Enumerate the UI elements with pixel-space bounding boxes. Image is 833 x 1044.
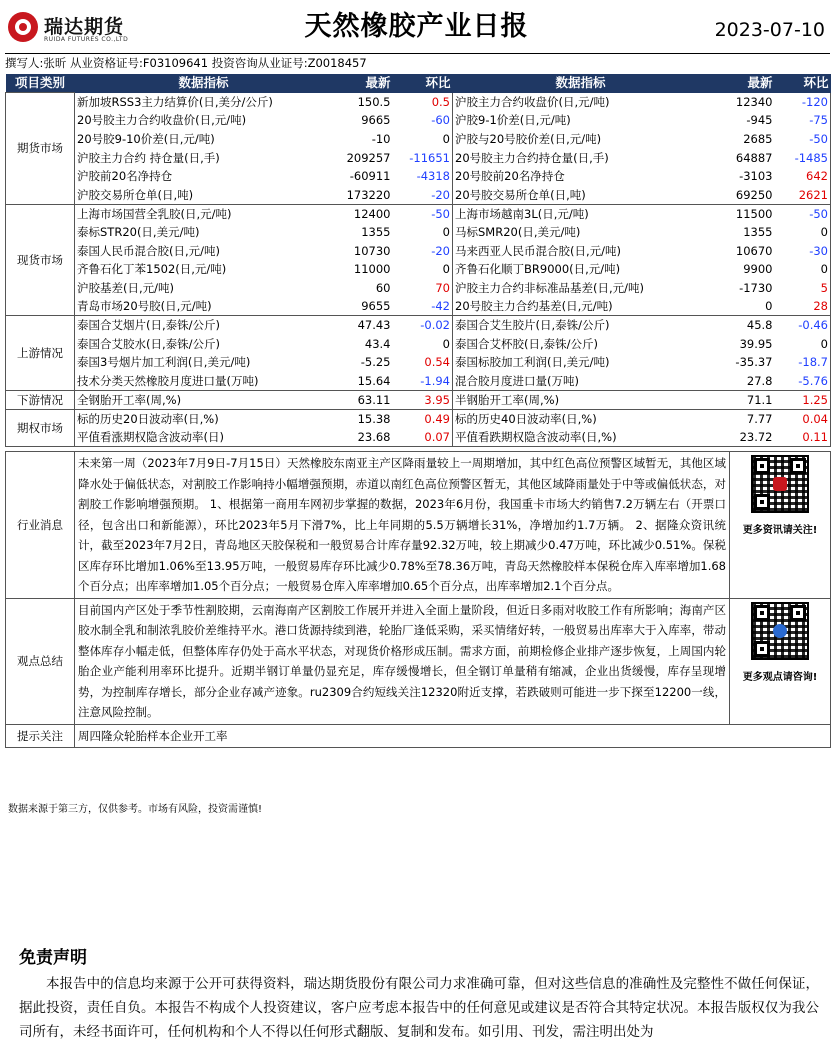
change-value-right: 0 <box>775 334 831 353</box>
qr-block <box>730 598 831 724</box>
latest-value-right: 64887 <box>735 150 773 165</box>
table-row <box>6 353 831 372</box>
latest-value-right: 39.95 <box>739 336 773 351</box>
change-value-right: -50 <box>775 130 831 149</box>
change-value-left: -50 <box>431 206 450 221</box>
change-value-right: 5 <box>775 279 831 298</box>
latest-value-left: 43.4 <box>364 336 391 351</box>
category-cell: 现货市场 <box>6 204 75 316</box>
category-cell: 下游情况 <box>6 390 75 409</box>
indicator-name-right: 平值看跌期权隐含波动率(日,%) <box>453 428 709 447</box>
table-row <box>6 390 831 409</box>
table-row <box>6 167 831 186</box>
industry-news-text: 未来第一周（2023年7月9日-7月15日）天然橡胶东南亚主产区降雨量较上一周期增加，其中红色高位预警区域暂无，其他区域降水处于偏低状态，对割胶工作影响持小幅增强预期，赤道以南红色高位预警区暂无，其他区域降雨量处于中等或偏低状态，对割胶工作影响增强预期。 1、根据第一商用车网初步掌握的数据，2023年6月份，我国重卡市场大约销售7.2万辆左右（开票口径，包含出口和新能源），环比2023年5月下滑7%，比上年同期的5.5万辆增长31%，净增加约1.7万辆。 2、据隆众资讯统计，截至2023年7月2日，青岛地区天胶保税和一般贸易合计库存量92.32万吨，较上期减少0.47万吨，环比减少0.51%。保税区库存环比增加1.06%至13.95万吨，一般贸易库存环比减少0.78%至78.36万吨，青岛天然橡胶样本保税仓库入库率增加1.68个百分点；出库率增加1.05个百分点；一般贸易仓库入库率增加0.65个百分点，出库率增加2.1个百分点。 <box>75 452 730 599</box>
logo-english-name: RUIDA FUTURES CO.,LTD <box>44 36 129 43</box>
latest-value-right: 71.1 <box>709 390 775 409</box>
change-value-left: 0 <box>442 262 450 277</box>
table-row <box>6 334 831 353</box>
indicator-name-left: 新加坡RSS3主力结算价(日,美分/公斤) <box>75 93 333 112</box>
change-value-right: -120 <box>775 93 831 112</box>
latest-value-left: 9655 <box>333 297 393 316</box>
change-value-right: 28 <box>775 297 831 316</box>
indicator-name-left: 上海市场国营全乳胶(日,元/吨) <box>75 204 333 223</box>
indicator-name-left: 沪胶基差(日,元/吨) <box>75 279 333 298</box>
indicator-name-right: 泰国合艾生胶片(日,泰铢/公斤) <box>453 316 709 335</box>
change-value-right: 0 <box>775 260 831 279</box>
latest-value-right: 12340 <box>735 94 773 109</box>
indicator-name-left: 青岛市场20号胶(日,元/吨) <box>75 297 333 316</box>
change-value-left: -20 <box>393 186 453 205</box>
table-row <box>6 130 831 149</box>
category-cell: 期货市场 <box>6 93 75 205</box>
table-row <box>6 297 831 316</box>
indicator-name-right: 20号胶前20名净持仓 <box>453 167 709 186</box>
indicator-name-left: 泰国合艾胶水(日,泰铢/公斤) <box>75 334 333 353</box>
indicator-name-left: 泰国3号烟片加工利润(日,美元/吨) <box>75 353 333 372</box>
indicator-name-right: 沪胶主力合约非标准品基差(日,元/吨) <box>453 279 709 298</box>
table-row <box>6 260 831 279</box>
latest-value-left: 15.38 <box>357 411 391 426</box>
table-row <box>6 223 831 242</box>
qr-code-icon <box>751 455 809 513</box>
latest-value-left: -60911 <box>349 169 391 184</box>
qr-block <box>730 452 831 599</box>
note-row-summary <box>6 598 831 724</box>
indicator-name-left: 标的历史20日波动率(日,%) <box>75 409 333 428</box>
indicator-name-left: 全钢胎开工率(周,%) <box>75 390 333 409</box>
header-change-right: 环比 <box>775 74 831 93</box>
table-row <box>6 186 831 205</box>
indicator-name-right: 马来西亚人民币混合胶(日,元/吨) <box>453 241 709 260</box>
latest-value-right: 69250 <box>709 186 775 205</box>
latest-value-right: -1730 <box>739 280 773 295</box>
latest-value-right: 45.8 <box>746 318 773 333</box>
report-date: 2023-07-10 <box>714 19 825 41</box>
change-value-left: -60 <box>431 113 450 128</box>
indicator-name-left: 泰国合艾烟片(日,泰铢/公斤) <box>75 316 333 335</box>
latest-value-right: 10670 <box>735 243 773 258</box>
indicator-name-right: 沪胶主力合约收盘价(日,元/吨) <box>453 93 709 112</box>
change-value-right: 0.11 <box>775 428 831 447</box>
change-value-left: 0.54 <box>424 355 450 370</box>
table-row <box>6 93 831 112</box>
latest-value-left: 12400 <box>353 206 391 221</box>
latest-value-right: 23.72 <box>709 428 775 447</box>
latest-value-left: 1355 <box>361 225 391 240</box>
header-category: 项目类别 <box>6 74 75 93</box>
indicator-name-right: 沪胶与20号胶价差(日,元/吨) <box>453 130 709 149</box>
qr-caption: 更多观点请咨询! <box>742 671 818 683</box>
change-value-left: 0.49 <box>424 411 450 426</box>
indicator-name-right: 混合胶月度进口量(万吨) <box>453 372 709 391</box>
notes-table <box>5 451 831 748</box>
latest-value-left: 10730 <box>353 243 391 258</box>
change-value-left: 0 <box>442 132 450 147</box>
latest-value-right: 27.8 <box>709 372 775 391</box>
change-value-left: 0.5 <box>431 94 450 109</box>
change-value-right: 0.04 <box>775 409 831 428</box>
latest-value-right: 7.77 <box>746 411 773 426</box>
change-value-right: -18.7 <box>775 353 831 372</box>
change-value-left: -1.94 <box>393 372 453 391</box>
indicator-name-right: 20号胶主力合约基差(日,元/吨) <box>453 297 709 316</box>
change-value-left: -20 <box>431 243 450 258</box>
latest-value-right: 1355 <box>743 225 773 240</box>
note-row-watch <box>6 724 831 748</box>
report-header <box>0 0 833 52</box>
latest-value-right: 11500 <box>735 206 773 221</box>
indicator-name-right: 上海市场越南3L(日,元/吨) <box>453 204 709 223</box>
indicator-name-left: 沪胶交易所仓单(日,吨) <box>75 186 333 205</box>
latest-value-left: 60 <box>375 280 391 295</box>
latest-value-left: -10 <box>371 132 391 147</box>
note-category: 观点总结 <box>6 598 75 724</box>
indicator-name-right: 沪胶9-1价差(日,元/吨) <box>453 111 709 130</box>
table-header-row <box>6 74 831 93</box>
indicator-name-left: 泰国人民币混合胶(日,元/吨) <box>75 241 333 260</box>
indicator-name-right: 半钢胎开工率(周,%) <box>453 390 709 409</box>
view-summary-text: 目前国内产区处于季节性割胶期，云南海南产区割胶工作展开并进入全面上量阶段，但近日多雨对收胶工作有所影响；海南产区胶水制全乳和制浓乳胶价差维持平水。港口货源持续到港，轮胎厂逢低采购，采买情绪好转，一般贸易出库率大于入库率，带动整体库存小幅走低，但整体库存仍处于高水平状态，对现货价格形成压制。需求方面，前期检修企业排产逐步恢复，上周国内轮胎企业产能利用率环比提升。近期半钢订单量仍显充足，库存缓慢增长，但全钢订单量稍有缩减，企业出货缓慢，库存呈现增势，为控制库存增长，部分企业存减产迹象。ru2309合约短线关注12320附近支撑，若跌破则可能进一步下探至12200一线，注意风险控制。 <box>75 598 730 724</box>
table-row <box>6 409 831 428</box>
latest-value-left: 11000 <box>353 262 391 277</box>
qr-code-icon <box>751 602 809 660</box>
latest-value-left: 47.43 <box>357 318 391 333</box>
change-value-right: 0 <box>775 223 831 242</box>
table-row <box>6 428 831 447</box>
change-value-left: -0.02 <box>420 318 450 333</box>
latest-value-left: 63.11 <box>333 390 393 409</box>
table-row <box>6 372 831 391</box>
indicator-name-right: 20号胶交易所仓单(日,吨) <box>453 186 709 205</box>
latest-value-left: 9665 <box>361 113 391 128</box>
logo-name: 瑞达期货 <box>44 16 125 38</box>
indicator-name-right: 泰国合艾杯胶(日,泰铢/公斤) <box>453 334 709 353</box>
indicator-table <box>5 74 831 447</box>
change-value-right: -0.46 <box>775 316 831 335</box>
change-value-right: 642 <box>775 167 831 186</box>
indicator-name-left: 20号胶主力合约收盘价(日,元/吨) <box>75 111 333 130</box>
category-cell: 上游情况 <box>6 316 75 390</box>
change-value-right: -75 <box>775 111 831 130</box>
watch-item-text: 周四隆众轮胎样本企业开工率 <box>75 724 831 748</box>
change-value-left: 0 <box>442 336 450 351</box>
change-value-right: -50 <box>775 204 831 223</box>
latest-value-right: 2685 <box>743 132 773 147</box>
change-value-left: -4318 <box>416 169 450 184</box>
indicator-name-right: 标的历史40日波动率(日,%) <box>453 409 709 428</box>
indicator-name-right: 马标SMR20(日,美元/吨) <box>453 223 709 242</box>
change-value-left: 3.95 <box>393 390 453 409</box>
indicator-name-left: 20号胶9-10价差(日,元/吨) <box>75 130 333 149</box>
indicator-name-right: 齐鲁石化顺丁BR9000(日,元/吨) <box>453 260 709 279</box>
indicator-name-left: 齐鲁石化丁苯1502(日,元/吨) <box>75 260 333 279</box>
latest-value-left: 150.5 <box>357 94 391 109</box>
disclaimer-body: 本报告中的信息均来源于公开可获得资料，瑞达期货股份有限公司力求准确可靠，但对这些信息的准确性及完整性不做任何保证，据此投资，责任自负。本报告不构成个人投资建议，客户应考虑本报告中的任何意见或建议是否符合其特定状况。本报告版权仅为我公司所有，未经书面许可，任何机构和个人不得以任何形式翻版、复制和发布。如引用、刊发，需注明出处为 <box>19 976 819 1040</box>
header-latest-right: 最新 <box>709 74 775 93</box>
data-source-note: 数据来源于第三方，仅供参考。市场有风险，投资需谨慎! <box>8 804 263 815</box>
indicator-name-right: 泰国标胶加工利润(日,美元/吨) <box>453 353 709 372</box>
indicator-name-left: 平值看涨期权隐含波动率(日) <box>75 428 333 447</box>
latest-value-left: -5.25 <box>360 355 391 370</box>
latest-value-right: 0 <box>709 297 775 316</box>
latest-value-left: 173220 <box>333 186 393 205</box>
note-row-industry <box>6 452 831 599</box>
change-value-right: -30 <box>775 241 831 260</box>
indicator-name-left: 技术分类天然橡胶月度进口量(万吨) <box>75 372 333 391</box>
indicator-name-left: 泰标STR20(日,美元/吨) <box>75 223 333 242</box>
header-change-left: 环比 <box>393 74 453 93</box>
note-category: 行业消息 <box>6 452 75 599</box>
header-indicator-left: 数据指标 <box>75 74 333 93</box>
latest-value-left: 23.68 <box>333 428 393 447</box>
change-value-right: 1.25 <box>775 390 831 409</box>
report-title: 天然橡胶产业日报 <box>304 11 529 42</box>
table-row <box>6 279 831 298</box>
latest-value-left: 15.64 <box>333 372 393 391</box>
change-value-left: 70 <box>435 280 450 295</box>
latest-value-right: -945 <box>746 113 773 128</box>
header-indicator-right: 数据指标 <box>453 74 709 93</box>
table-row <box>6 148 831 167</box>
table-row <box>6 204 831 223</box>
latest-value-right: -35.37 <box>735 355 773 370</box>
latest-value-left: 209257 <box>346 150 391 165</box>
change-value-left: -11651 <box>409 150 450 165</box>
change-value-right: -5.76 <box>775 372 831 391</box>
qr-caption: 更多资讯请关注! <box>742 525 818 536</box>
table-row <box>6 316 831 335</box>
latest-value-right: -3103 <box>739 169 773 184</box>
table-row <box>6 241 831 260</box>
indicator-name-right: 20号胶主力合约持仓量(日,手) <box>453 148 709 167</box>
table-row <box>6 111 831 130</box>
latest-value-right: 9900 <box>743 262 773 277</box>
indicator-name-left: 沪胶主力合约 持仓量(日,手) <box>75 148 333 167</box>
change-value-left: -42 <box>393 297 453 316</box>
note-category: 提示关注 <box>6 724 75 748</box>
change-value-right: 2621 <box>775 186 831 205</box>
change-value-left: 0.07 <box>393 428 453 447</box>
change-value-left: 0 <box>442 225 450 240</box>
disclaimer-title: 免责声明 <box>19 948 87 968</box>
change-value-right: -1485 <box>775 148 831 167</box>
category-cell: 期权市场 <box>6 409 75 446</box>
header-latest-left: 最新 <box>333 74 393 93</box>
author-line: 撰写人:张昕 从业资格证号:F03109641 投资咨询从业证号:Z0018457 <box>5 53 830 71</box>
indicator-name-left: 沪胶前20名净持仓 <box>75 167 333 186</box>
